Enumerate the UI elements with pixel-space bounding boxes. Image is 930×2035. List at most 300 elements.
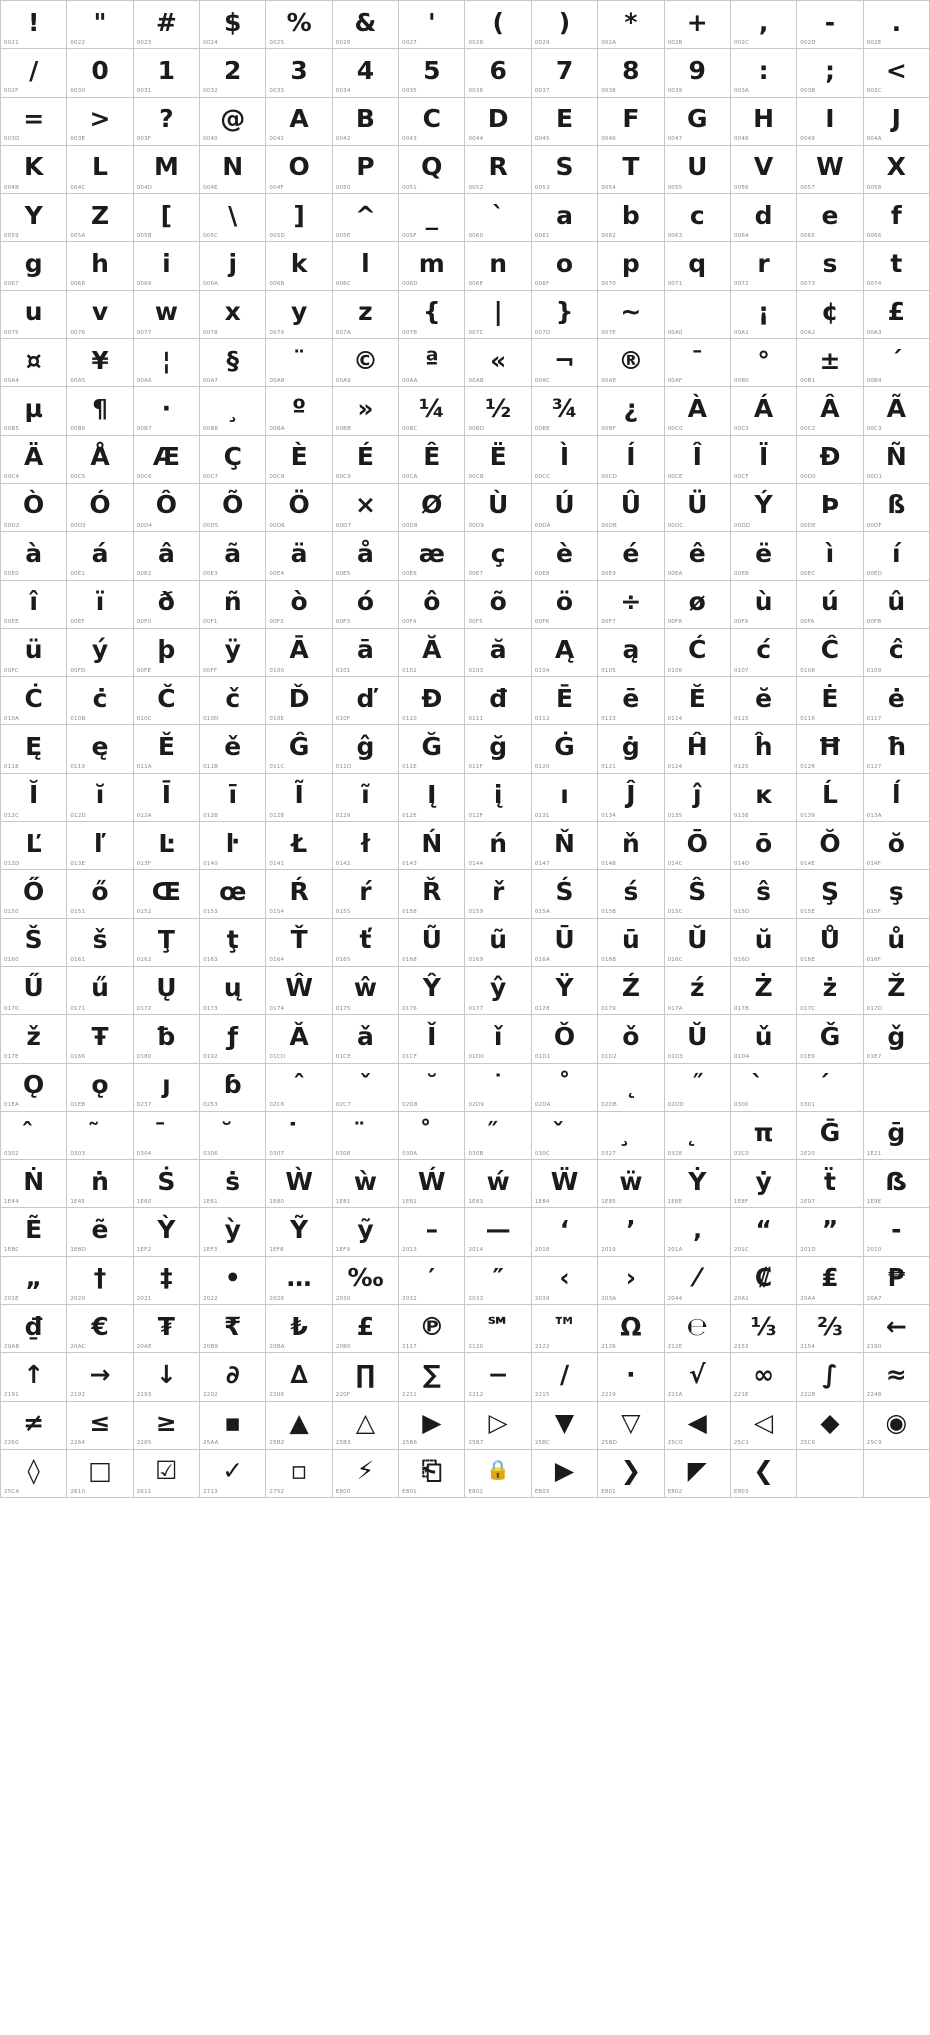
glyph-cell[interactable]	[665, 581, 731, 629]
glyph-cell[interactable]	[598, 1, 664, 49]
glyph-cell[interactable]	[797, 1160, 863, 1208]
glyph-cell[interactable]	[333, 291, 399, 339]
glyph-cell[interactable]	[266, 242, 332, 290]
glyph-cell[interactable]	[598, 98, 664, 146]
glyph-cell[interactable]	[465, 339, 531, 387]
glyph-cell[interactable]	[134, 194, 200, 242]
glyph-cell[interactable]	[797, 1064, 863, 1112]
glyph-cell[interactable]	[399, 677, 465, 725]
glyph-cell[interactable]	[797, 339, 863, 387]
glyph-cell[interactable]	[465, 436, 531, 484]
glyph-cell[interactable]	[665, 919, 731, 967]
glyph-cell[interactable]	[864, 870, 930, 918]
glyph-cell[interactable]	[200, 49, 266, 97]
glyph-cell[interactable]	[797, 725, 863, 773]
glyph-cell[interactable]	[134, 725, 200, 773]
glyph-cell[interactable]	[797, 822, 863, 870]
glyph-cell[interactable]	[598, 1305, 664, 1353]
glyph-cell[interactable]	[67, 1064, 133, 1112]
glyph-cell[interactable]	[532, 1208, 598, 1256]
glyph-cell[interactable]	[665, 484, 731, 532]
glyph-cell[interactable]	[399, 581, 465, 629]
glyph-cell[interactable]	[67, 967, 133, 1015]
glyph-cell[interactable]	[399, 1257, 465, 1305]
glyph-cell[interactable]	[731, 1160, 797, 1208]
glyph-cell[interactable]	[333, 1208, 399, 1256]
glyph-cell[interactable]	[134, 1402, 200, 1450]
glyph-cell[interactable]	[598, 581, 664, 629]
glyph-cell[interactable]	[67, 291, 133, 339]
glyph-cell[interactable]	[864, 725, 930, 773]
glyph-cell[interactable]	[399, 1160, 465, 1208]
glyph-cell[interactable]	[399, 484, 465, 532]
glyph-cell[interactable]	[333, 919, 399, 967]
glyph-cell[interactable]	[797, 1208, 863, 1256]
glyph-cell[interactable]	[399, 1015, 465, 1063]
glyph-cell[interactable]	[731, 1402, 797, 1450]
glyph-cell[interactable]	[598, 387, 664, 435]
glyph-cell[interactable]	[1, 49, 67, 97]
glyph-cell[interactable]	[864, 1257, 930, 1305]
glyph-cell[interactable]	[532, 1015, 598, 1063]
glyph-cell[interactable]	[465, 1112, 531, 1160]
glyph-cell[interactable]	[399, 49, 465, 97]
glyph-cell[interactable]	[797, 49, 863, 97]
glyph-cell[interactable]	[731, 1208, 797, 1256]
glyph-cell[interactable]	[200, 1112, 266, 1160]
glyph-cell[interactable]	[797, 1, 863, 49]
glyph-cell[interactable]	[465, 629, 531, 677]
glyph-cell[interactable]	[465, 1, 531, 49]
glyph-cell[interactable]	[333, 677, 399, 725]
glyph-cell[interactable]	[665, 725, 731, 773]
glyph-cell[interactable]	[665, 629, 731, 677]
glyph-cell[interactable]	[1, 532, 67, 580]
glyph-cell[interactable]	[134, 919, 200, 967]
glyph-cell[interactable]	[731, 870, 797, 918]
glyph-cell[interactable]	[266, 194, 332, 242]
glyph-cell[interactable]	[797, 919, 863, 967]
glyph-cell[interactable]	[665, 339, 731, 387]
glyph-cell[interactable]	[797, 967, 863, 1015]
glyph-cell[interactable]	[134, 1064, 200, 1112]
glyph-cell[interactable]	[864, 1450, 930, 1498]
glyph-cell[interactable]	[665, 1402, 731, 1450]
glyph-cell[interactable]	[200, 581, 266, 629]
glyph-cell[interactable]	[266, 98, 332, 146]
glyph-cell[interactable]	[532, 1112, 598, 1160]
glyph-cell[interactable]	[134, 484, 200, 532]
glyph-cell[interactable]	[864, 49, 930, 97]
glyph-cell[interactable]	[266, 484, 332, 532]
glyph-cell[interactable]	[67, 1305, 133, 1353]
glyph-cell[interactable]	[200, 677, 266, 725]
glyph-cell[interactable]	[465, 291, 531, 339]
glyph-cell[interactable]	[465, 1208, 531, 1256]
glyph-cell[interactable]	[134, 774, 200, 822]
glyph-cell[interactable]	[1, 194, 67, 242]
glyph-cell[interactable]	[864, 1305, 930, 1353]
glyph-cell[interactable]	[134, 629, 200, 677]
glyph-cell[interactable]	[797, 1402, 863, 1450]
glyph-cell[interactable]	[67, 822, 133, 870]
glyph-cell[interactable]	[665, 677, 731, 725]
glyph-cell[interactable]	[399, 98, 465, 146]
glyph-cell[interactable]	[731, 1064, 797, 1112]
glyph-cell[interactable]	[134, 146, 200, 194]
glyph-cell[interactable]	[67, 919, 133, 967]
glyph-cell[interactable]	[134, 436, 200, 484]
glyph-cell[interactable]	[200, 919, 266, 967]
glyph-cell[interactable]	[333, 822, 399, 870]
glyph-cell[interactable]	[665, 194, 731, 242]
glyph-cell[interactable]	[598, 484, 664, 532]
glyph-cell[interactable]	[532, 629, 598, 677]
glyph-cell[interactable]	[532, 1402, 598, 1450]
glyph-cell[interactable]	[532, 725, 598, 773]
glyph-cell[interactable]	[333, 581, 399, 629]
glyph-cell[interactable]	[67, 581, 133, 629]
glyph-cell[interactable]	[532, 870, 598, 918]
glyph-cell[interactable]	[731, 49, 797, 97]
glyph-cell[interactable]	[1, 436, 67, 484]
glyph-cell[interactable]	[864, 387, 930, 435]
glyph-cell[interactable]	[598, 339, 664, 387]
glyph-cell[interactable]	[864, 1353, 930, 1401]
glyph-cell[interactable]	[134, 1305, 200, 1353]
glyph-cell[interactable]	[134, 1015, 200, 1063]
glyph-cell[interactable]	[665, 1160, 731, 1208]
glyph-cell[interactable]	[1, 242, 67, 290]
glyph-cell[interactable]	[465, 1160, 531, 1208]
glyph-cell[interactable]	[399, 967, 465, 1015]
glyph-cell[interactable]	[67, 98, 133, 146]
glyph-cell[interactable]	[864, 1208, 930, 1256]
glyph-cell[interactable]	[731, 1305, 797, 1353]
glyph-cell[interactable]	[200, 291, 266, 339]
glyph-cell[interactable]	[200, 822, 266, 870]
glyph-cell[interactable]	[399, 339, 465, 387]
glyph-cell[interactable]	[200, 532, 266, 580]
glyph-cell[interactable]	[266, 49, 332, 97]
glyph-cell[interactable]	[864, 774, 930, 822]
glyph-cell[interactable]	[266, 581, 332, 629]
glyph-cell[interactable]	[1, 1015, 67, 1063]
glyph-cell[interactable]	[67, 1, 133, 49]
glyph-cell[interactable]	[333, 532, 399, 580]
glyph-cell[interactable]	[134, 291, 200, 339]
glyph-cell[interactable]	[67, 1450, 133, 1498]
glyph-cell[interactable]	[333, 146, 399, 194]
glyph-cell[interactable]	[200, 1160, 266, 1208]
glyph-cell[interactable]	[333, 1015, 399, 1063]
glyph-cell[interactable]	[465, 725, 531, 773]
glyph-cell[interactable]	[134, 49, 200, 97]
glyph-cell[interactable]	[598, 146, 664, 194]
glyph-cell[interactable]	[134, 870, 200, 918]
glyph-cell[interactable]	[465, 967, 531, 1015]
glyph-cell[interactable]	[200, 1305, 266, 1353]
glyph-cell[interactable]	[797, 1257, 863, 1305]
glyph-cell[interactable]	[532, 1305, 598, 1353]
glyph-cell[interactable]	[532, 98, 598, 146]
glyph-cell[interactable]	[134, 1257, 200, 1305]
glyph-cell[interactable]	[731, 677, 797, 725]
glyph-cell[interactable]	[598, 870, 664, 918]
glyph-cell[interactable]	[200, 967, 266, 1015]
glyph-cell[interactable]	[797, 387, 863, 435]
glyph-cell[interactable]	[598, 194, 664, 242]
glyph-cell[interactable]	[465, 1353, 531, 1401]
glyph-cell[interactable]	[134, 822, 200, 870]
glyph-cell[interactable]	[731, 725, 797, 773]
glyph-cell[interactable]	[598, 677, 664, 725]
glyph-cell[interactable]	[399, 1064, 465, 1112]
glyph-cell[interactable]	[134, 98, 200, 146]
glyph-cell[interactable]	[134, 1160, 200, 1208]
glyph-cell[interactable]	[266, 870, 332, 918]
glyph-cell[interactable]	[665, 49, 731, 97]
glyph-cell[interactable]	[532, 1064, 598, 1112]
glyph-cell[interactable]	[266, 1160, 332, 1208]
glyph-cell[interactable]	[67, 725, 133, 773]
glyph-cell[interactable]	[200, 1064, 266, 1112]
glyph-cell[interactable]	[67, 629, 133, 677]
glyph-cell[interactable]	[731, 581, 797, 629]
glyph-cell[interactable]	[598, 629, 664, 677]
glyph-cell[interactable]	[200, 339, 266, 387]
glyph-cell[interactable]	[333, 1160, 399, 1208]
glyph-cell[interactable]	[200, 725, 266, 773]
glyph-cell[interactable]	[67, 1208, 133, 1256]
glyph-cell[interactable]	[266, 1015, 332, 1063]
glyph-cell[interactable]	[333, 870, 399, 918]
glyph-cell[interactable]	[465, 49, 531, 97]
glyph-cell[interactable]	[1, 1112, 67, 1160]
glyph-cell[interactable]	[1, 774, 67, 822]
glyph-cell[interactable]	[598, 1112, 664, 1160]
glyph-cell[interactable]	[399, 1450, 465, 1498]
glyph-cell[interactable]	[532, 1, 598, 49]
glyph-cell[interactable]	[67, 146, 133, 194]
glyph-cell[interactable]	[665, 1015, 731, 1063]
glyph-cell[interactable]	[266, 1257, 332, 1305]
glyph-cell[interactable]	[465, 822, 531, 870]
glyph-cell[interactable]	[134, 677, 200, 725]
glyph-cell[interactable]	[731, 1257, 797, 1305]
glyph-cell[interactable]	[797, 1015, 863, 1063]
glyph-cell[interactable]	[598, 49, 664, 97]
glyph-cell[interactable]	[266, 291, 332, 339]
glyph-cell[interactable]	[864, 581, 930, 629]
glyph-cell[interactable]	[333, 629, 399, 677]
glyph-cell[interactable]	[665, 1112, 731, 1160]
glyph-cell[interactable]	[864, 146, 930, 194]
glyph-cell[interactable]	[333, 49, 399, 97]
glyph-cell[interactable]	[200, 387, 266, 435]
glyph-cell[interactable]	[864, 822, 930, 870]
glyph-cell[interactable]	[465, 242, 531, 290]
glyph-cell[interactable]	[797, 1112, 863, 1160]
glyph-cell[interactable]	[1, 339, 67, 387]
glyph-cell[interactable]	[532, 822, 598, 870]
glyph-cell[interactable]	[1, 1257, 67, 1305]
glyph-cell[interactable]	[200, 1353, 266, 1401]
glyph-cell[interactable]	[532, 242, 598, 290]
glyph-cell[interactable]	[598, 967, 664, 1015]
glyph-cell[interactable]	[598, 242, 664, 290]
glyph-cell[interactable]	[333, 967, 399, 1015]
glyph-cell[interactable]	[1, 919, 67, 967]
glyph-cell[interactable]	[399, 1112, 465, 1160]
glyph-cell[interactable]	[266, 436, 332, 484]
glyph-cell[interactable]	[532, 484, 598, 532]
glyph-cell[interactable]	[864, 1, 930, 49]
glyph-cell[interactable]	[399, 387, 465, 435]
glyph-cell[interactable]	[864, 98, 930, 146]
glyph-cell[interactable]	[532, 1257, 598, 1305]
glyph-cell[interactable]	[598, 919, 664, 967]
glyph-cell[interactable]	[266, 1064, 332, 1112]
glyph-cell[interactable]	[665, 822, 731, 870]
glyph-cell[interactable]	[465, 194, 531, 242]
glyph-cell[interactable]	[333, 1305, 399, 1353]
glyph-cell[interactable]	[1, 1353, 67, 1401]
glyph-cell[interactable]	[797, 1305, 863, 1353]
glyph-cell[interactable]	[598, 1450, 664, 1498]
glyph-cell[interactable]	[598, 725, 664, 773]
glyph-cell[interactable]	[532, 774, 598, 822]
glyph-cell[interactable]	[598, 1353, 664, 1401]
glyph-cell[interactable]	[864, 1112, 930, 1160]
glyph-cell[interactable]	[200, 1402, 266, 1450]
glyph-cell[interactable]	[731, 1112, 797, 1160]
glyph-cell[interactable]	[67, 194, 133, 242]
glyph-cell[interactable]	[67, 1112, 133, 1160]
glyph-cell[interactable]	[266, 822, 332, 870]
glyph-cell[interactable]	[1, 1208, 67, 1256]
glyph-cell[interactable]	[266, 677, 332, 725]
glyph-cell[interactable]	[333, 387, 399, 435]
glyph-cell[interactable]	[67, 870, 133, 918]
glyph-cell[interactable]	[665, 242, 731, 290]
glyph-cell[interactable]	[399, 532, 465, 580]
glyph-cell[interactable]	[200, 629, 266, 677]
glyph-cell[interactable]	[465, 1015, 531, 1063]
glyph-cell[interactable]	[333, 1257, 399, 1305]
glyph-cell[interactable]	[665, 1353, 731, 1401]
glyph-cell[interactable]	[399, 1353, 465, 1401]
glyph-cell[interactable]	[67, 436, 133, 484]
glyph-cell[interactable]	[134, 1, 200, 49]
glyph-cell[interactable]	[1, 1, 67, 49]
glyph-cell[interactable]	[864, 967, 930, 1015]
glyph-cell[interactable]	[1, 725, 67, 773]
glyph-cell[interactable]	[465, 146, 531, 194]
glyph-cell[interactable]	[266, 967, 332, 1015]
glyph-cell[interactable]	[1, 1064, 67, 1112]
glyph-cell[interactable]	[797, 291, 863, 339]
glyph-cell[interactable]	[67, 242, 133, 290]
glyph-cell[interactable]	[266, 339, 332, 387]
glyph-cell[interactable]	[399, 1402, 465, 1450]
glyph-cell[interactable]	[200, 1015, 266, 1063]
glyph-cell[interactable]	[598, 1257, 664, 1305]
glyph-cell[interactable]	[1, 870, 67, 918]
glyph-cell[interactable]	[333, 194, 399, 242]
glyph-cell[interactable]	[266, 387, 332, 435]
glyph-cell[interactable]	[67, 532, 133, 580]
glyph-cell[interactable]	[200, 1, 266, 49]
glyph-cell[interactable]	[864, 1402, 930, 1450]
glyph-cell[interactable]	[864, 629, 930, 677]
glyph-cell[interactable]	[731, 822, 797, 870]
glyph-cell[interactable]	[1, 1450, 67, 1498]
glyph-cell[interactable]	[266, 1208, 332, 1256]
glyph-cell[interactable]	[266, 146, 332, 194]
glyph-cell[interactable]	[1, 1402, 67, 1450]
glyph-cell[interactable]	[399, 291, 465, 339]
glyph-cell[interactable]	[731, 1015, 797, 1063]
glyph-cell[interactable]	[1, 1160, 67, 1208]
glyph-cell[interactable]	[134, 339, 200, 387]
glyph-cell[interactable]	[731, 339, 797, 387]
glyph-cell[interactable]	[797, 677, 863, 725]
glyph-cell[interactable]	[731, 774, 797, 822]
glyph-cell[interactable]	[134, 1112, 200, 1160]
glyph-cell[interactable]	[731, 1450, 797, 1498]
glyph-cell[interactable]	[532, 1353, 598, 1401]
glyph-cell[interactable]	[797, 774, 863, 822]
glyph-cell[interactable]	[532, 49, 598, 97]
glyph-cell[interactable]	[1, 98, 67, 146]
glyph-cell[interactable]	[864, 436, 930, 484]
glyph-cell[interactable]	[1, 629, 67, 677]
glyph-cell[interactable]	[598, 1064, 664, 1112]
glyph-cell[interactable]	[731, 98, 797, 146]
glyph-cell[interactable]	[465, 484, 531, 532]
glyph-cell[interactable]	[266, 1450, 332, 1498]
glyph-cell[interactable]	[134, 1208, 200, 1256]
glyph-cell[interactable]	[731, 194, 797, 242]
glyph-cell[interactable]	[864, 339, 930, 387]
glyph-cell[interactable]	[134, 1450, 200, 1498]
glyph-cell[interactable]	[333, 1353, 399, 1401]
glyph-cell[interactable]	[797, 870, 863, 918]
glyph-cell[interactable]	[266, 919, 332, 967]
glyph-cell[interactable]	[399, 870, 465, 918]
glyph-cell[interactable]	[333, 1450, 399, 1498]
glyph-cell[interactable]	[797, 146, 863, 194]
glyph-cell[interactable]	[864, 484, 930, 532]
glyph-cell[interactable]	[797, 98, 863, 146]
glyph-cell[interactable]	[399, 774, 465, 822]
glyph-cell[interactable]	[864, 677, 930, 725]
glyph-cell[interactable]	[731, 387, 797, 435]
glyph-cell[interactable]	[465, 387, 531, 435]
glyph-cell[interactable]	[266, 1402, 332, 1450]
glyph-cell[interactable]	[333, 774, 399, 822]
glyph-cell[interactable]	[532, 1160, 598, 1208]
glyph-cell[interactable]	[465, 532, 531, 580]
glyph-cell[interactable]	[665, 436, 731, 484]
glyph-cell[interactable]	[532, 387, 598, 435]
glyph-cell[interactable]	[134, 532, 200, 580]
glyph-cell[interactable]	[1, 677, 67, 725]
glyph-cell[interactable]	[598, 291, 664, 339]
glyph-cell[interactable]	[67, 1353, 133, 1401]
glyph-cell[interactable]	[665, 387, 731, 435]
